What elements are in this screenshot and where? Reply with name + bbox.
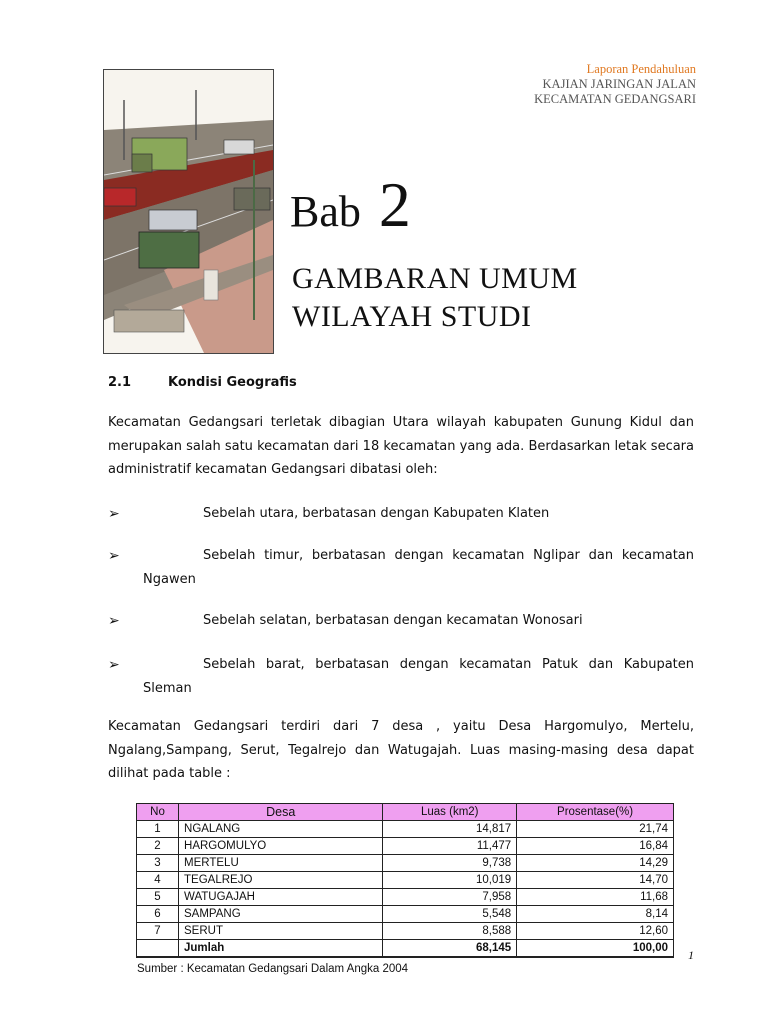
cell-desa: MERTELU xyxy=(179,855,383,872)
cell-luas: 8,588 xyxy=(383,923,517,940)
list-item xyxy=(108,609,694,633)
cell-no: 7 xyxy=(137,923,179,940)
header-prosentase: Prosentase(%) xyxy=(517,804,674,821)
cell-luas: 5,548 xyxy=(383,906,517,923)
chapter-title-line2: WILAYAH STUDI xyxy=(292,300,532,333)
cell-total-prosentase: 100,00 xyxy=(517,940,674,958)
table-row xyxy=(137,872,674,889)
table-total-row xyxy=(137,940,674,958)
cell-no: 6 xyxy=(137,906,179,923)
header-no: No xyxy=(137,804,179,821)
cell-total-luas: 68,145 xyxy=(383,940,517,958)
cell-desa: WATUGAJAH xyxy=(179,889,383,906)
cell-prosentase: 14,70 xyxy=(517,872,674,889)
section-title: Kondisi Geografis xyxy=(168,375,297,390)
cell-luas: 9,738 xyxy=(383,855,517,872)
cell-prosentase: 21,74 xyxy=(517,821,674,838)
village-paragraph: Kecamatan Gedangsari terdiri dari 7 desa , yaitu Desa Hargomulyo, Mertelu, Ngalang,Sampang, Serut, Tegalrejo dan Watugajah. Luas masing-masing desa dapat dilihat pada table : xyxy=(108,719,694,781)
header-desa: Desa xyxy=(179,804,383,821)
cell-luas: 10,019 xyxy=(383,872,517,889)
list-item-text: Sebelah barat, berbatasan dengan kecamatan Patuk dan Kabupaten Sleman xyxy=(143,657,694,696)
road-illustration-svg xyxy=(104,70,273,353)
table-row xyxy=(137,923,674,940)
cell-prosentase: 16,84 xyxy=(517,838,674,855)
list-item-text: Sebelah timur, berbatasan dengan kecamatan Nglipar dan kecamatan Ngawen xyxy=(143,548,694,587)
section-number: 2.1 xyxy=(108,375,132,390)
cell-desa: SERUT xyxy=(179,923,383,940)
study-title: KAJIAN JARINGAN JALAN xyxy=(542,77,696,91)
table-header-row xyxy=(137,804,674,821)
arrow-bullet-icon: ➢ xyxy=(108,613,120,629)
chapter-title xyxy=(292,260,578,336)
chapter-number: 2 xyxy=(378,169,411,240)
cell-desa: TEGALREJO xyxy=(179,872,383,889)
report-type: Laporan Pendahuluan xyxy=(586,62,696,76)
cell-no: 5 xyxy=(137,889,179,906)
cell-luas: 11,477 xyxy=(383,838,517,855)
table-row xyxy=(137,855,674,872)
table-row xyxy=(137,906,674,923)
cell-desa: NGALANG xyxy=(179,821,383,838)
arrow-bullet-icon: ➢ xyxy=(108,548,120,564)
table-row xyxy=(137,838,674,855)
arrow-bullet-icon: ➢ xyxy=(108,506,120,522)
chapter-word: Bab xyxy=(290,187,361,236)
arrow-bullet-icon: ➢ xyxy=(108,657,120,673)
cell-no: 4 xyxy=(137,872,179,889)
table-row xyxy=(137,821,674,838)
document-header xyxy=(534,62,696,107)
cell-prosentase: 11,68 xyxy=(517,889,674,906)
study-location: KECAMATAN GEDANGSARI xyxy=(534,92,696,106)
cell-prosentase: 12,60 xyxy=(517,923,674,940)
list-item xyxy=(108,653,694,701)
cell-no xyxy=(137,940,179,958)
data-table xyxy=(136,803,674,958)
chapter-heading xyxy=(290,168,411,242)
cell-desa: SAMPANG xyxy=(179,906,383,923)
cell-no: 2 xyxy=(137,838,179,855)
list-item-text: Sebelah selatan, berbatasan dengan kecamatan Wonosari xyxy=(203,613,583,628)
chapter-title-line1: GAMBARAN UMUM xyxy=(292,262,578,295)
list-item xyxy=(108,502,694,526)
cell-no: 3 xyxy=(137,855,179,872)
intro-paragraph: Kecamatan Gedangsari terletak dibagian Utara wilayah kabupaten Gunung Kidul dan merupakan salah satu kecamatan dari 18 kecamatan yang ada. Berdasarkan letak secara administratif kecamatan Gedangsari dibatasi oleh: xyxy=(108,415,694,477)
header-luas: Luas (km2) xyxy=(383,804,517,821)
cell-total-label: Jumlah xyxy=(179,940,383,958)
section-heading xyxy=(108,375,297,390)
cell-desa: HARGOMULYO xyxy=(179,838,383,855)
cell-luas: 7,958 xyxy=(383,889,517,906)
table-source: Sumber : Kecamatan Gedangsari Dalam Angka 2004 xyxy=(137,963,409,975)
list-item xyxy=(108,544,694,592)
table-row xyxy=(137,889,674,906)
list-item-text: Sebelah utara, berbatasan dengan Kabupaten Klaten xyxy=(203,506,550,521)
cell-prosentase: 8,14 xyxy=(517,906,674,923)
page-number: 1 xyxy=(688,948,694,962)
cell-no: 1 xyxy=(137,821,179,838)
village-area-table xyxy=(136,803,674,958)
cell-luas: 14,817 xyxy=(383,821,517,838)
cell-prosentase: 14,29 xyxy=(517,855,674,872)
road-illustration xyxy=(103,69,274,354)
